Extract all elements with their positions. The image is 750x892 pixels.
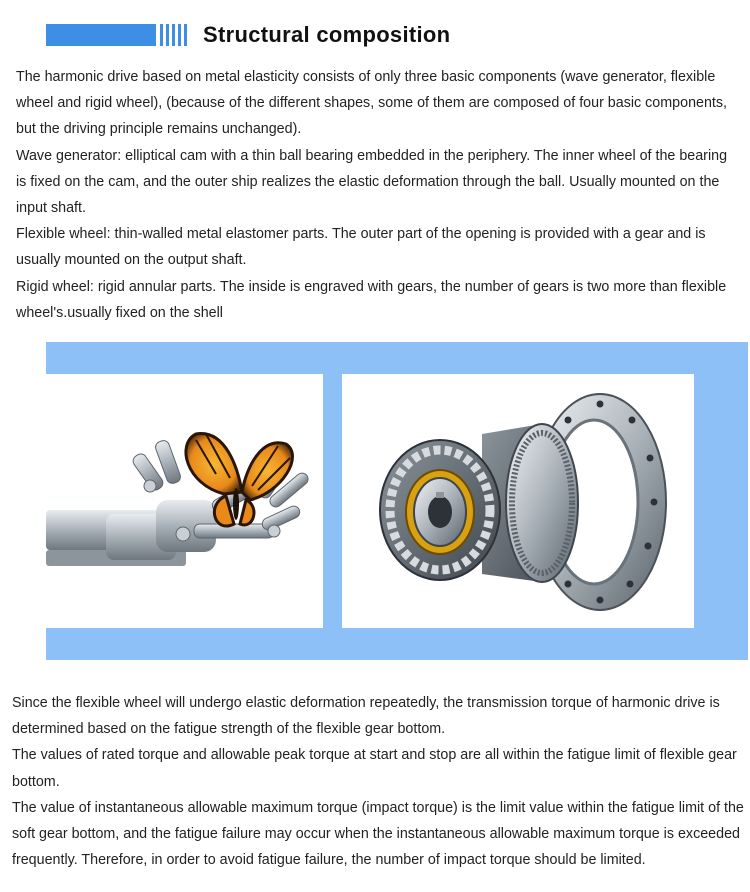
header-stripe <box>184 24 187 46</box>
torque-paragraph-rated: The values of rated torque and allowable peak torque at start and stop are all within the fatigue limit of flexible gear bottom. <box>12 747 737 790</box>
wave-generator <box>380 440 500 580</box>
flexible-wheel-paragraph: Flexible wheel: thin-walled metal elastomer parts. The outer part of the opening is provided with a gear and is usually mounted on the output shaft. <box>16 226 706 269</box>
header-stripe <box>178 24 181 46</box>
torque-paragraph-fatigue: Since the flexible wheel will undergo elastic deformation repeatedly, the transmission torque of harmonic drive is determined based on the fatigue strength of the flexible gear bottom. <box>12 695 720 738</box>
harmonic-drive-image <box>342 374 694 628</box>
torque-text <box>12 690 748 873</box>
intro-paragraph: The harmonic drive based on metal elasticity consists of only three basic components (wave generator, flexible wheel and rigid wheel), (because of the different shapes, some of them are composed of four basic components, but the driving principle remains unchanged). <box>16 69 728 138</box>
rigid-wheel-paragraph: Rigid wheel: rigid annular parts. The inside is engraved with gears, the number of gears is two more than flexible wheel's.usually fixed on the shell <box>16 278 727 321</box>
header-accent-bar <box>46 24 156 46</box>
harmonic-drive-photo <box>342 374 694 628</box>
robot-hand-photo <box>46 374 323 628</box>
header-stripe <box>172 24 175 46</box>
page-title: Structural composition <box>203 22 451 47</box>
torque-paragraph-impact: The value of instantaneous allowable maximum torque (impact torque) is the limit value within the fatigue limit of the soft gear bottom, and the fatigue failure may occur when the instantaneous allowable maximum torque is exceeded frequently. Therefore, in order to avoid fatigue failure, the number of impact torque should be limited. <box>12 799 744 869</box>
wave-generator-paragraph: Wave generator: elliptical cam with a thin ball bearing embedded in the periphery. The inner wheel of the bearing is fixed on the cam, and the outer ship realizes the elastic deformation through the ball. Usually mounted on the input shaft. <box>16 147 728 217</box>
robot-hand-butterfly-image <box>46 374 323 628</box>
intro-text <box>16 64 741 326</box>
header-stripe <box>160 24 163 46</box>
image-panel <box>46 342 748 660</box>
section-header <box>46 20 746 50</box>
header-stripe <box>166 24 169 46</box>
